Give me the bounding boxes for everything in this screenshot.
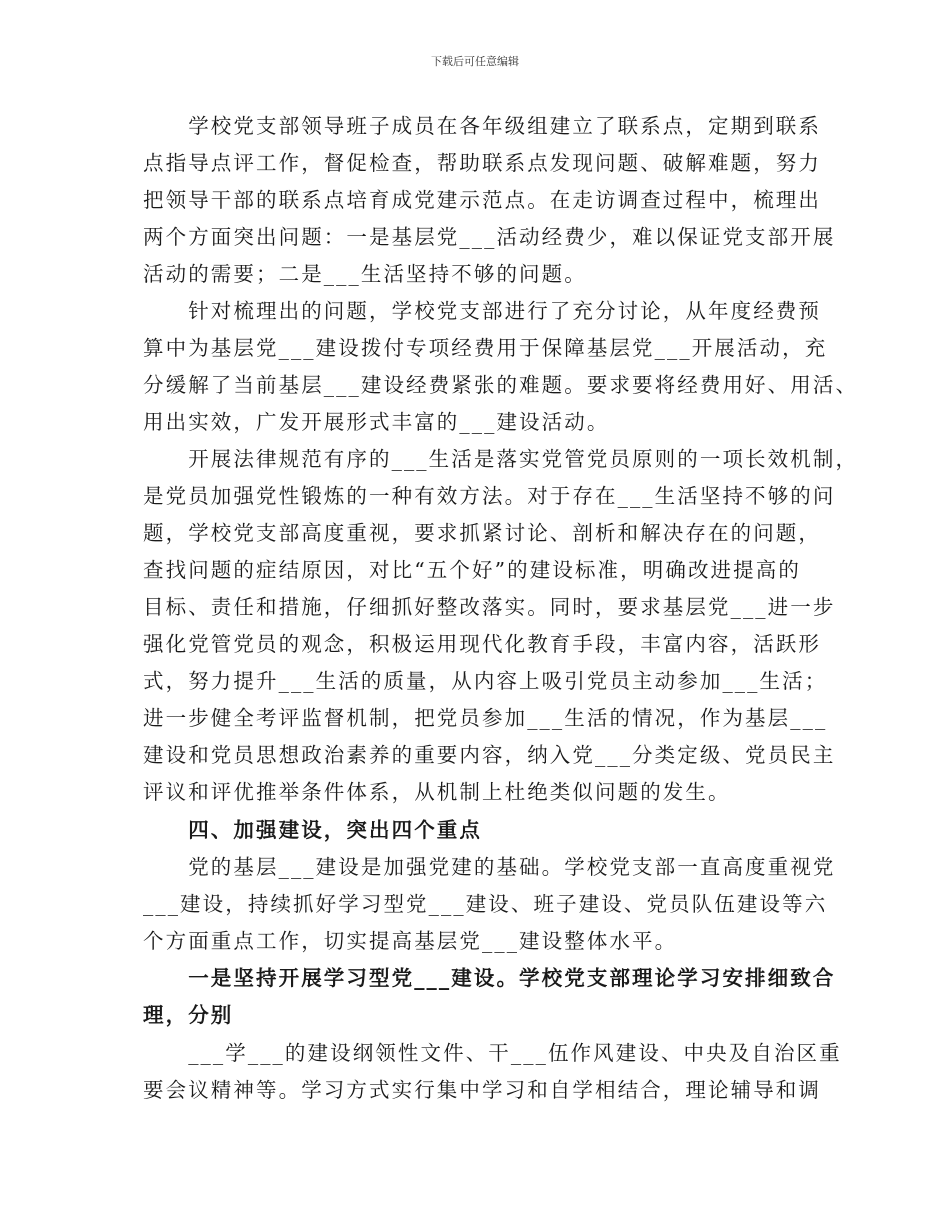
section-heading: 四、加强建设，突出四个重点 [143, 818, 482, 842]
paragraph-line: 进一步健全考评监督机制，把党员参加___生活的情况，作为基层___ [143, 706, 828, 730]
paragraph-line: 题，学校党支部高度重视，要求抓紧讨论、剖析和解决存在的问题， [143, 521, 821, 545]
paragraph-line: 开展法律规范有序的___生活是落实党管党员原则的一项长效机制， [143, 447, 859, 471]
paragraph-line: 党的基层___建设是加强党建的基础。学校党支部一直高度重视党 [143, 855, 836, 879]
paragraph-line: 是党员加强党性锻炼的一种有效方法。对于存在___生活坚持不够的问 [143, 484, 836, 508]
bold-paragraph-line: 一是坚持开展学习型党___建设。学校党支部理论学习安排细致合 [143, 966, 836, 990]
paragraph-line: 两个方面突出问题：一是基层党___活动经费少，难以保证党支部开展 [143, 225, 836, 249]
paragraph-line: 点指导点评工作，督促检查，帮助联系点发现问题、破解难题，努力 [143, 151, 821, 175]
paragraph-line: 把领导干部的联系点培育成党建示范点。在走访调查过程中，梳理出 [143, 188, 821, 212]
paragraph-line: ___建设，持续抓好学习型党___建设、班子建设、党员队伍建设等六 [143, 892, 828, 916]
paragraph-line: 用出实效，广发开展形式丰富的___建设活动。 [143, 410, 610, 434]
paragraph-line: 个方面重点工作，切实提高基层党___建设整体水平。 [143, 929, 678, 953]
paragraph-line: 建设和党员思想政治素养的重要内容，纳入党___分类定级、党员民主 [143, 743, 836, 767]
paragraph-line: 目标、责任和措施，仔细抓好整改落实。同时，要求基层党___进一步 [143, 595, 836, 619]
paragraph-line: 活动的需要；二是___生活坚持不够的问题。 [143, 262, 587, 286]
paragraph-line: 分缓解了当前基层___建设经费紧张的难题。要求要将经费用好、用活、 [143, 373, 859, 397]
paragraph-line: ___学___的建设纲领性文件、干___伍作风建设、中央及自治区重 [143, 1041, 842, 1065]
paragraph-line: 算中为基层党___建设拨付专项经费用于保障基层党___开展活动，充 [143, 336, 828, 360]
bold-paragraph-line: 理，分别 [143, 1003, 234, 1027]
paragraph-line: 查找问题的症结原因，对比“五个好”的建设标准，明确改进提高的 [143, 558, 801, 582]
paragraph-line: 评议和评优推举条件体系，从机制上杜绝类似问题的发生。 [143, 780, 731, 804]
paragraph-line: 针对梳理出的问题，学校党支部进行了充分讨论，从年度经费预 [143, 299, 821, 323]
page-header: 下载后可任意编辑 [431, 55, 519, 68]
paragraph-line: 学校党支部领导班子成员在各年级组建立了联系点，定期到联系 [143, 114, 821, 138]
paragraph-line: 强化党管党员的观念，积极运用现代化教育手段，丰富内容，活跃形 [143, 632, 821, 656]
paragraph-line: 要会议精神等。学习方式实行集中学习和自学相结合，理论辅导和调 [143, 1078, 821, 1102]
paragraph-line: 式，努力提升___生活的质量，从内容上吸引党员主动参加___生活； [143, 669, 828, 693]
